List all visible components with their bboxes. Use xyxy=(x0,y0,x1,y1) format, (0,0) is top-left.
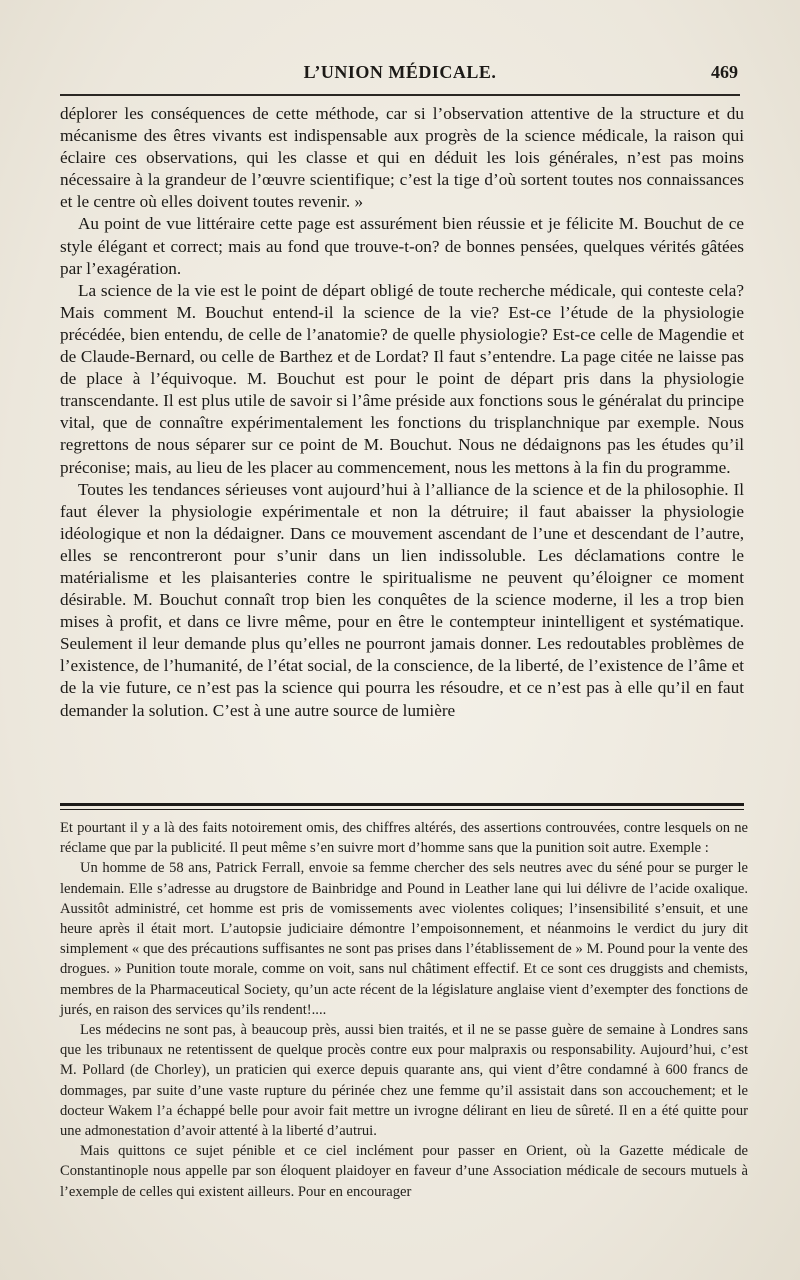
footnote-paragraph: Les médecins ne sont pas, à beaucoup près, aussi bien traités, et il ne se passe guère de semaine à Londres sans que les tribunaux ne retentissent de quelque procès contre eux pour malpraxis ou responsability. Aujourd’hui, c’est M. Pollard (de Chorley), un praticien qui exerce depuis quarante ans, qui vient d’être condamné à 600 francs de dommages, par suite d’une vaste rupture du périnée chez une femme qu’il assistait dans son accouchement; et le docteur Wakem l’a échappé belle pour avoir fait mettre un ivrogne délirant en lieu de sûreté. Il en a été quitte pour une admonestation d’avoir attenté à la liberté d’autrui. xyxy=(60,1022,748,1140)
footnote-paragraph: Mais quittons ce sujet pénible et ce ciel inclément pour passer en Orient, où la Gazette médicale de Constantinople nous appelle par son éloquent plaidoyer en faveur d’une Association médicale de secours mutuels à l’exemple de celles qui existent ailleurs. Pour en encourager xyxy=(60,1143,748,1200)
running-title: L’UNION MÉDICALE. xyxy=(303,62,497,82)
header-rule xyxy=(60,94,740,96)
footnote-paragraph: Un homme de 58 ans, Patrick Ferrall, envoie sa femme chercher des sels neutres avec du séné pour se purger le lendemain. Elle s’adresse au drugstore de Bainbridge and Pound in Leather lane qui lui délivre de l’acide oxalique. Aussitôt administré, cet homme est pris de vomissements avec violentes coliques; l’insensibilité s’ensuit, et une heure après il était mort. L’autopsie judiciaire démontre l’empoisonnement, et néanmoins le verdict du jury dit simplement « que des précautions suffisantes ne sont pas prises dans l’établissement de » M. Pound pour la vente des drogues. » Punition toute morale, comme on voit, sans nul châtiment effectif. Et ce sont ces druggists and chemists, membres de la Pharmaceutical Society, qu’un acte récent de la législature anglaise vient d’exempter des fonctions de jurés, en raison des services qu’ils rendent!.... xyxy=(60,860,748,1018)
body-paragraph: déplorer les conséquences de cette méthode, car si l’observation attentive de la structure et du mécanisme des êtres vivants est indispensable aux progrès de la science médicale, la raison qui éclaire ces observations, qui les classe et qui en déduit les lois générales, n’est pas moins nécessaire à la grandeur de l’œuvre scientifique; c’est la tige d’où sortent toutes nos connaissances et le centre où elles doivent toutes revenir. » xyxy=(60,104,744,212)
body-paragraph: Au point de vue littéraire cette page est assurément bien réussie et je félicite M. Bouchut de ce style élégant et correct; mais au fond que trouve-t-on? de bonnes pensées, quelques vérités gâtées par l’exagération. xyxy=(60,214,744,278)
main-text xyxy=(60,103,744,722)
footnote-separator xyxy=(60,803,744,810)
footnote xyxy=(60,818,748,1202)
page-header xyxy=(60,58,740,92)
body-paragraph: La science de la vie est le point de départ obligé de toute recherche médicale, qui conteste cela? Mais comment M. Bouchut entend-il la science de la vie? Est-ce l’étude de la physiologie précédée, bien entendu, de celle de l’anatomie? de quelle physiologie? Est-ce celle de Magendie et de Claude-Bernard, ou celle de Barthez et de Lordat? Il faut s’entendre. La page citée ne laisse pas de place à l’équivoque. M. Bouchut est pour le point de départ pris dans la physiologie transcendante. Il est plus utile de savoir si l’âme préside aux fonctions sous le généralat du principe vital, que de connaître expérimentalement les fonctions du trisplanchnique par exemple. Nous regrettons de nous séparer sur ce point de M. Bouchut. Nous ne dédaignons pas les études qu’il préconise; mais, au lieu de les placer au commencement, nous les mettons à la fin du programme. xyxy=(60,280,744,477)
body-paragraph: Toutes les tendances sérieuses vont aujourd’hui à l’alliance de la science et de la philosophie. Il faut élever la physiologie expérimentale et non la détruire; il faut abaisser la physiologie idéologique et non la dédaigner. Dans ce mouvement ascendant de l’une et descendant de l’autre, elles se rencontreront pour s’unir dans un lien indissoluble. Les déclamations contre le matérialisme et les plaisanteries contre le spiritualisme ne peuvent qu’éloigner ce moment désirable. M. Bouchut connaît trop bien les conquêtes de la science moderne, il les a trop bien mises à profit, et dans ce livre même, pour en être le contempteur inintelligent et systématique. Seulement il leur demande plus qu’elles ne pourront jamais donner. Les redoutables problèmes de l’existence, de l’humanité, de l’état social, de la conscience, de la liberté, de l’existence de l’âme et de la vie future, ce n’est pas la science qui pourra les résoudre, et ce n’est pas à elle qu’il en faut demander la solution. C’est à une autre source de lumière xyxy=(60,479,744,720)
footnote-paragraph: Et pourtant il y a là des faits notoirement omis, des chiffres altérés, des assertions controuvées, contre lesquels on ne réclame que par la publicité. Il peut même s’en suivre mort d’homme sans que la punition soit autre. Exemple : xyxy=(60,820,748,857)
page-number: 469 xyxy=(711,62,738,82)
